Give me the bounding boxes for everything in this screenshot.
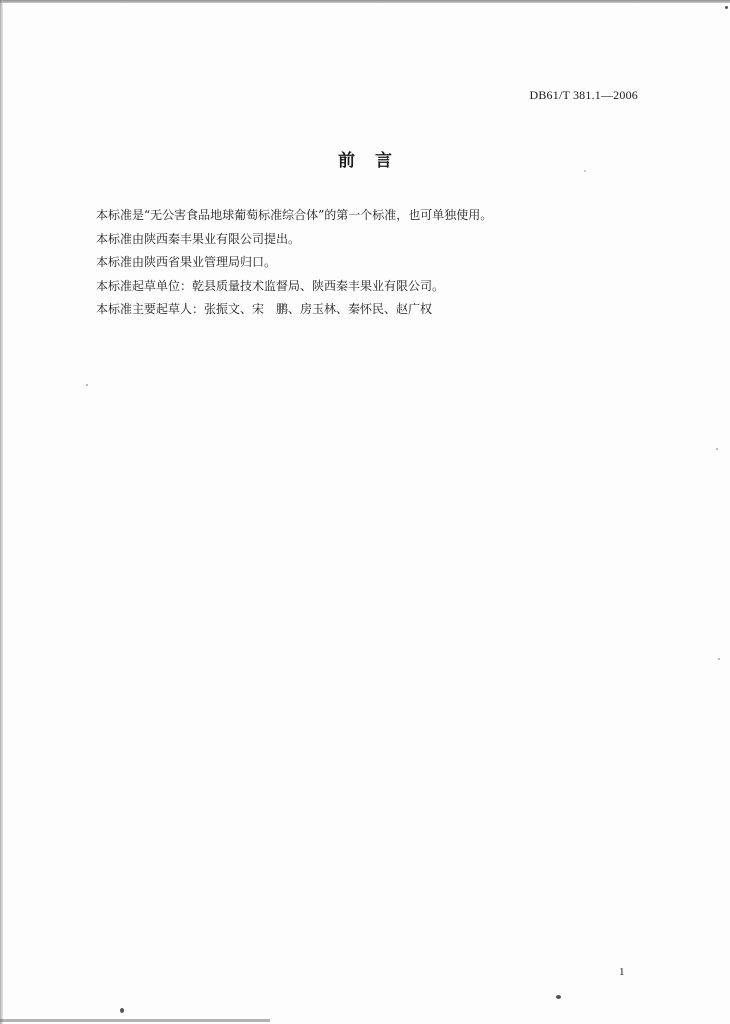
scan-speck: [725, 6, 728, 9]
scan-edge-bottom: [0, 1019, 270, 1022]
paragraph: 本标准主要起草人：张振文、宋 鹏、房玉林、秦怀民、赵广权: [96, 302, 433, 316]
paragraph: 本标准是“无公害食品地球葡萄标准综合体”的第一个标准，也可单独使用。: [96, 208, 493, 222]
page-title: 前言: [338, 151, 412, 171]
document-code: DB61/T 381.1—2006: [529, 88, 638, 102]
scan-speck: [718, 658, 720, 660]
page-number: 1: [619, 966, 625, 978]
foreword-body: [96, 204, 616, 322]
paragraph: 本标准起草单位：乾县质量技术监督局、陕西秦丰果业有限公司。: [96, 278, 445, 293]
scan-speck: [86, 384, 88, 386]
paragraph: 本标准由陕西秦丰果业有限公司提出。: [96, 231, 301, 246]
scan-speck: [120, 1008, 124, 1013]
scan-speck: [556, 995, 561, 999]
scan-speck: [716, 448, 718, 450]
paragraph: 本标准由陕西省果业管理局归口。: [96, 255, 277, 269]
scan-edge-top: [0, 0, 730, 3]
